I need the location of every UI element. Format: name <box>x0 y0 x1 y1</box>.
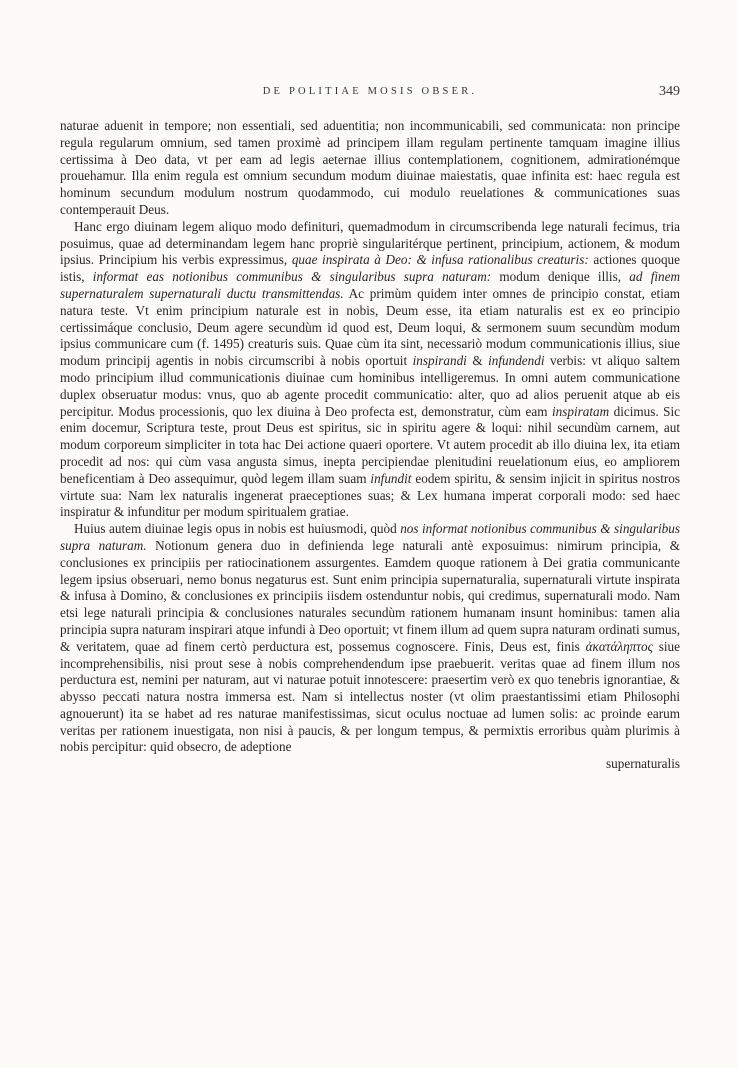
greek-term: ἀκατάληπτος <box>585 638 653 654</box>
italic-term: inspiratam <box>551 403 610 419</box>
text-run: Notionum genera duo in definienda lege naturali antè exposuimus: nimirum principia, & conclusiones ex principiis per ratiocinationem assurgentes. Eamdem quoque rationem à Dei gratia communicante legem ipsius obseruari, nemo bonus negaturus est. Sunt enim principia supernaturalia, supernaturali virtute inspirata & infusa à Domino, & conclusiones ex principiis iisdem ostenduntur nobis, qui credimus, supernaturali modo. Nam etsi lege naturali principia & conclusiones naturales secundùm rationem humanam insunt hominibus: tamen alia principia supra naturam inspirari atque infundi à Deo oportuit; vt finem illum ad quem supra naturam ordinati sumus, & veritatem, quae ad finem certò perductura est, possemus cognoscere. Finis, Deus est, finis <box>60 537 680 654</box>
page-number: 349 <box>659 84 680 99</box>
text-run: verbis: vt aliquo saltem modo principium illud communicationis diuinae cum hominibus intelligeremus. In omni autem communicatione duplex obseruatur modus: vnus, quo ab agente procedit communicatio: alter, quo ad alios peruenit atque ab eis percipitur. Modus processionis, quo lex diuina à Deo profecta est, demonstratur, cùm eam <box>60 353 680 419</box>
running-head: DE POLITIAE MOSIS OBSER. <box>262 86 478 97</box>
text-run: actiones quoque istis, <box>60 252 680 285</box>
text-run: dicimus. Sic enim docemur, Scriptura teste, prout Deus est spiritus, sic in spiritu agere & loqui: nihil secundùm carnem, aut modum corporeum simpliciter in tota hac Dei actione quaeri oportere. Vt autem procedit ab illo diuina lex, ita etiam procedit ad nos: qui cùm vasa angusta simus, inepta percipiendae plenitudini reuelationum eius, eo ampliorem beneficentiam à Deo assequimur, quòd legem illam suam <box>60 403 680 486</box>
catchword: supernaturalis <box>606 756 680 772</box>
body-text <box>60 118 680 773</box>
text-run: & <box>466 353 489 369</box>
text-run: siue incomprehensibilis, nisi prout sese à nobis comprehendendum ipse praebuerit. veritas quae ad finem illum nos perductura est, nemini per naturam, aut vi naturae potuit innotescere: praesertim verò ex quo tenebris ignorantiae, & abysso peccati natura nostra immersa est. Nam si intellectus noster (vt olim praestantissimi etiam Philosophi agnouerunt) ita se habet ad res naturae manifestissimas, sicut oculus noctuae ad lumen solis: ac proinde earum veritas per rationem inuestigata, non nisi à paucis, & per longum tempus, & permixtis erroribus quàm plurimis à nobis percipitur: quid obsecro, de adeptione <box>60 638 680 755</box>
text-run: naturae aduenit in tempore; non essentiali, sed aduentitia; non incommunicabili, sed communicata: non principe regula regularum omnium, sed tamen proximè ad principem illam regulam pertinente tamquam imagine illius certissima à Deo data, vt per eam ad legis aeternae illius contemplationem, cognitionem, admirationémque prouehamur. Illa enim regula est omnium secundum modum diuinae maiestatis, quae infinita est: haec regula est hominum secundum modulum nostrum quodammodo, cui modulo reuelationes & communicationes suas contemperauit Deus. <box>60 118 680 217</box>
paragraph-3 <box>60 521 680 756</box>
text-run: Hanc ergo diuinam legem aliquo modo definituri, quemadmodum in circumscribenda lege naturali fecimus, tria posuimus, quae ad determinandam legem hanc propriè singularitérque pertinent, principium, actionem, & modum ipsius. Principium his verbis expressimus, <box>60 218 680 268</box>
text-run: modum denique illis, <box>491 269 630 285</box>
italic-quote: nos informat notionibus communibus & singularibus supra naturam. <box>60 521 680 553</box>
italic-term: infundendi <box>488 353 545 369</box>
text-run: Ac primùm quidem inter omnes de principio constat, etiam natura teste. Vt enim principium naturale est in nobis, Deum esse, ita etiam naturalis est ex eo principio certissimáque conclusio, Deum agere secundùm id quod est, Deum loqui, & sermonem suum secundùm modum ipsius communicare cum (f. 1495) creaturis suis. Quae cùm ita sint, necessariò modum communicationis illius, siue modum principij agentis in nobis circumscribi à nobis oportuit <box>60 285 680 369</box>
text-run: Huius autem diuinae legis opus in nobis est huiusmodi, quòd <box>74 521 401 537</box>
text-run: eodem spiritu, & sensim injicit in spiritus nostros virtute sua: Nam lex naturalis ingenerat praeceptiones suas; & Lex humana imperat corporali modo: sed haec inspiratur & infunditur per modum spiritualem gratiae. <box>60 470 680 520</box>
italic-quote: ad finem supernaturalem supernaturali ductu transmittendas. <box>60 269 680 301</box>
paragraph-1 <box>60 118 680 219</box>
italic-term: infundit <box>370 470 412 486</box>
page-header <box>60 86 680 106</box>
italic-term: inspirandi <box>412 353 467 369</box>
italic-quote: quae inspirata à Deo: & infusa rationalibus creaturis: <box>291 252 589 268</box>
italic-quote: informat eas notionibus communibus & singularibus supra naturam: <box>92 269 492 285</box>
paragraph-2 <box>60 219 680 521</box>
